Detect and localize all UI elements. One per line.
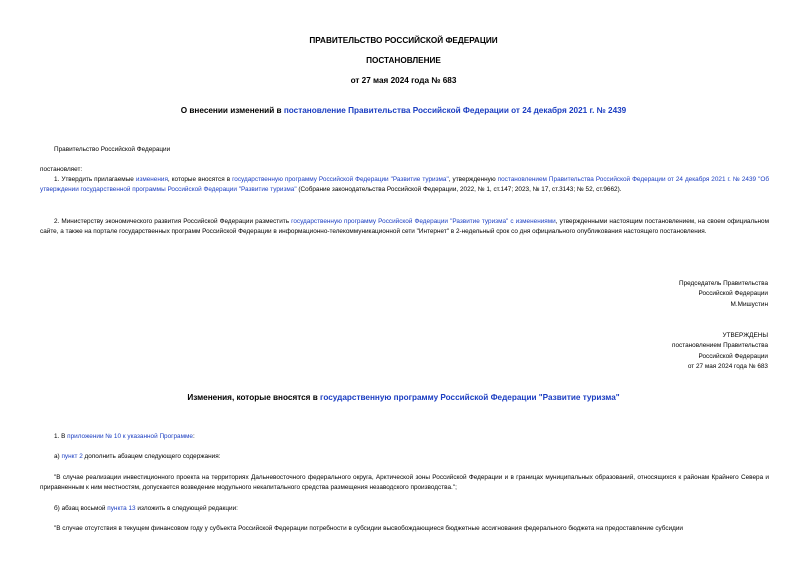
signature-position: Председатель Правительства xyxy=(679,280,768,287)
item-2-text: 2. Министерству экономического развития Российской Федерации разместить xyxy=(54,218,292,225)
approved-line: Российской Федерации xyxy=(698,352,768,360)
item-2-text: , утвержденными настоящим постановлением, на своем официальном сайте, а также на портале государственных программ Российской Федерации в информационно-телекоммуникационной сети "Интернет" в 2-недельный срок со дня официального опубликования настоящего постановления. xyxy=(40,218,770,236)
point-2-link[interactable]: пункт 2 xyxy=(61,453,83,460)
signature-country: Российской Федерации xyxy=(698,290,768,298)
title-link[interactable]: постановление Правительства Российской Федерации от 24 декабря 2021 г. № 2439 xyxy=(283,106,627,115)
point-13-link[interactable]: пункта 13 xyxy=(107,505,136,512)
document-title xyxy=(0,106,807,115)
title-text: О внесении изменений в xyxy=(180,106,284,115)
item-2-paragraph xyxy=(40,217,769,238)
approved-block xyxy=(672,331,768,373)
signature-name: М.Мишустин xyxy=(730,300,768,308)
subitem-a-text: а) xyxy=(54,453,62,460)
signature-block xyxy=(679,279,768,310)
quote-paragraph-2: "В случае отсутствия в текущем финансовом году у субъекта Российской Федерации потребности в субсидии высвобождающиеся бюджетные ассигнования федерального бюджета на предоставление субсидии xyxy=(54,525,684,532)
decree-text: постановляет: xyxy=(40,166,83,173)
subitem-b xyxy=(54,504,238,514)
changes-program-link[interactable]: государственную программу Российской Федерации "Развитие туризма" xyxy=(320,393,620,402)
quote-paragraph-1: "В случае реализации инвестиционного проекта на территориях Дальневосточного федерального округа, Арктической зоны Российской Федерации и в границах муниципальных образований, относящихся к районам Крайнего Севера и приравненным к ним местностям, допускается возведение модульного некапитального средства размещения незаводского производства."; xyxy=(40,474,769,492)
approved-date: от 27 мая 2024 года № 683 xyxy=(687,363,768,371)
changes-item-1-text: : xyxy=(192,433,195,440)
changes-link[interactable]: изменения xyxy=(135,176,168,183)
date-number-heading: от 27 мая 2024 года № 683 xyxy=(350,76,457,85)
item-1-text: 1. Утвердить прилагаемые xyxy=(54,176,136,183)
item-1-text: , которые вносятся в xyxy=(167,176,233,183)
resolution-link[interactable]: постановлением Правительства Российской Федерации от 24 декабря 2021 г. № 2439 "Об утверждении государственной программы Российской Федерации "Развитие туризма" xyxy=(40,176,769,194)
approved-title: УТВЕРЖДЕНЫ xyxy=(722,332,768,339)
issuer-text: Правительство Российской Федерации xyxy=(54,146,171,153)
org-heading: ПРАВИТЕЛЬСТВО РОССИЙСКОЙ ФЕДЕРАЦИИ xyxy=(309,36,498,45)
subitem-a xyxy=(54,452,220,462)
changes-title-text: Изменения, которые вносятся в xyxy=(187,393,321,402)
item-1-text: , утвержденную xyxy=(448,176,498,183)
program-with-changes-link[interactable]: государственную программу Российской Федерации "Развитие туризма" с изменениями xyxy=(291,218,556,225)
changes-item-1 xyxy=(54,432,195,442)
doc-type-heading: ПОСТАНОВЛЕНИЕ xyxy=(366,56,441,65)
item-1-text: (Собрание законодательства Российской Федерации, 2022, № 1, ст.147; 2023, № 17, ст.3143; № 52, ст.9662). xyxy=(296,186,622,194)
appendix-link[interactable]: приложении № 10 к указанной Программе xyxy=(67,433,193,440)
item-1-paragraph xyxy=(40,175,769,196)
changes-title xyxy=(0,393,807,402)
subitem-b-text: б) абзац восьмой xyxy=(54,505,108,512)
program-link[interactable]: государственную программу Российской Федерации "Развитие туризма" xyxy=(232,176,449,183)
changes-item-1-text: 1. В xyxy=(54,433,68,440)
approved-line: постановлением Правительства xyxy=(672,342,768,350)
subitem-b-text: изложить в следующей редакции: xyxy=(135,505,238,512)
subitem-a-text: дополнить абзацем следующего содержания: xyxy=(82,453,221,460)
